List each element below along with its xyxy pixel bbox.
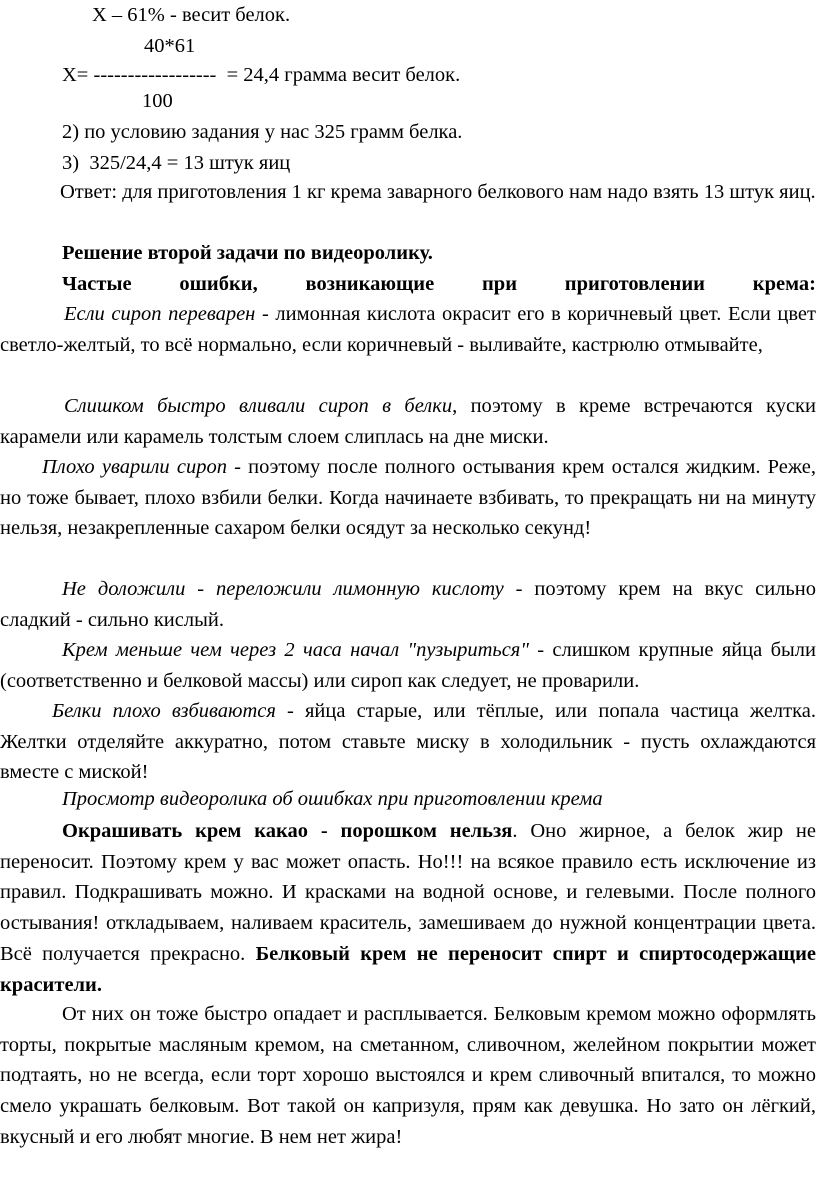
whip-lead: Белки плохо взбиваются: [52, 700, 276, 722]
cocoa-text: . Оно жирное, а белок жир не переносит. Поэтому крем у вас может опасть. Но!!! на всякое правило есть исключение из правил. Подкрашивать можно. И красками на водной основе, и гелевыми. После полного остывания! откладываем, наливаем краситель, замешиваем до нужной концентрации цвета. Всё получается прекрасно.: [0, 820, 816, 965]
fast-text: , поэтому в креме встречаются куски карамели или карамель толстым слоем слиплась на дне миски.: [0, 395, 816, 448]
video-caption: Просмотр видеоролика об ошибках при приготовлении крема: [62, 788, 603, 810]
calc-step-2: 2) по условию задания у нас 325 грамм белка.: [62, 121, 463, 143]
heading-common-errors: Частые ошибки, возникающие при приготовлении крема:: [62, 273, 816, 295]
answer-paragraph: Ответ: для приготовления 1 кг крема заварного белкового нам надо взять 13 штук яиц.: [60, 181, 816, 203]
paragraph-overcooked-syrup: [0, 299, 816, 360]
paragraph-final: От них он тоже быстро опадает и расплывается. Белковым кремом можно оформлять торты, покрытые масляным кремом, на сметанном, сливочном, желейном покрытии может подтаять, но не всегда, если торт хорошо выстоялся и крем сливочный впитался, то можно смело украшать белковым. Вот такой он капризуля, прям как девушка. Но зато он лёгкий, вкусный и его любят многие. В нем нет жира!: [0, 1003, 816, 1148]
undercooked-lead: Плохо уварили сироп: [42, 456, 227, 478]
bubbles-text: - слишком крупные яйца были (соответственно и белковой массы) или сироп как следует, не проварили.: [0, 639, 816, 692]
whip-text: - яйца старые, или тёплые, или попала частица желтка. Желтки отделяйте аккуратно, потом ставьте миску в холодильник - пусть охлаждаются вместе с миской!: [0, 700, 816, 784]
paragraph-syrup-too-fast: [0, 391, 816, 452]
calc-line-1: Х – 61% - весит белок.: [92, 4, 291, 26]
fast-lead: Слишком быстро вливали сироп в белки: [64, 395, 453, 417]
acid-lead-2: переложили лимонную кислоту: [216, 578, 504, 600]
heading-video-solution: Решение второй задачи по видеоролику.: [62, 242, 433, 264]
acid-separator: -: [185, 578, 217, 600]
overcooked-text: - лимонная кислота окрасит его в коричневый цвет. Если цвет светло-желтый, то всё нормально, если коричневый - выливайте, кастрюлю отмывайте,: [0, 303, 816, 356]
paragraph-whipping: [0, 696, 816, 788]
calc-numerator: 40*61: [144, 35, 196, 57]
cocoa-bold-tail: Белковый крем не переносит спирт и спиртосодержащие красители.: [0, 942, 816, 996]
bubbles-lead: Крем меньше чем через 2 часа начал "пузыриться": [62, 639, 529, 661]
paragraph-citric-acid: [0, 574, 816, 635]
paragraph-cocoa: [0, 816, 816, 1000]
cocoa-lead: Окрашивать крем какао - порошком нельзя: [62, 820, 513, 842]
calc-step-3: 3) 325/24,4 = 13 штук яиц: [62, 152, 291, 174]
paragraph-undercooked-syrup: [0, 452, 816, 544]
paragraph-bubbles: [0, 635, 816, 696]
acid-lead-1: Не доложили: [62, 578, 186, 600]
undercooked-text: - поэтому после полного остывания крем остался жидким. Реже, но тоже бывает, плохо взбили белки. Когда начинаете взбивать, то прекращать ни на минуту нельзя, незакрепленные сахаром белки осядут за несколько секунд!: [0, 456, 816, 540]
acid-text: - поэтому крем на вкус сильно сладкий - сильно кислый.: [0, 578, 816, 631]
overcooked-lead: Если сироп переварен: [64, 303, 256, 325]
calc-denominator: 100: [142, 90, 173, 112]
calc-fraction-line: Х= ------------------ = 24,4 грамма весит белок.: [62, 64, 461, 86]
